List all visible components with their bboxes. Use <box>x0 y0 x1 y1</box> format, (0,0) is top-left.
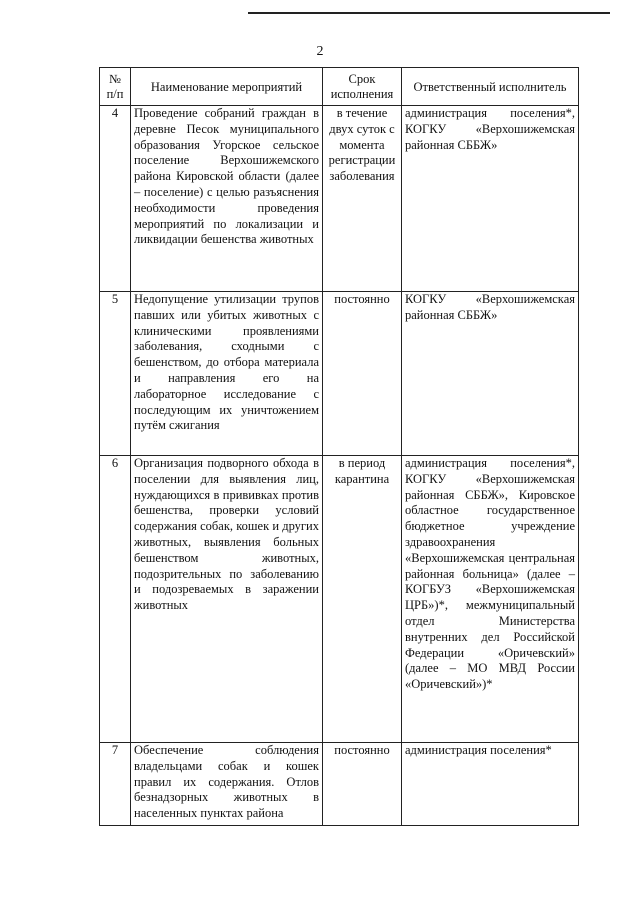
row-name: Обеспечение соблюдения владельцами собак и кошек правил их содержания. Отлов безнадзорных животных в населенных пунктах района <box>131 743 323 826</box>
row-name: Недопущение утилизации трупов павших или убитых животных с клиническими проявлениями заболевания, сходными с бешенством, до отбора материала и направления его на лабораторное исследование с последующим их уничтожением путём сжигания <box>131 292 323 456</box>
header-term: Срок исполнения <box>323 68 402 106</box>
table-row <box>100 743 579 826</box>
row-num: 5 <box>100 292 131 456</box>
table-row <box>100 456 579 743</box>
row-term: постоянно <box>323 743 402 826</box>
row-num: 7 <box>100 743 131 826</box>
row-responsible: администрация поселения*, КОГКУ «Верхошижемская районная СББЖ», Кировское областное государственное бюджетное учреждение здравоохранения «Верхошижемская центральная районная больница» (далее – КОГБУЗ «Верхошижемская ЦРБ»)*, межмуниципальный отдел Министерства внутренних дел Российской Федерации «Оричевский» (далее – МО МВД России «Оричевский»)* <box>402 456 579 743</box>
row-responsible: администрация поселения*, КОГКУ «Верхошижемская районная СББЖ» <box>402 106 579 292</box>
table-row <box>100 106 579 292</box>
row-responsible: администрация поселения* <box>402 743 579 826</box>
page-number: 2 <box>316 44 324 59</box>
table-row <box>100 292 579 456</box>
row-term: постоянно <box>323 292 402 456</box>
top-rule <box>248 12 610 14</box>
measures-table <box>99 67 579 826</box>
row-num: 4 <box>100 106 131 292</box>
row-term: в течение двух суток с момента регистрации заболевания <box>323 106 402 292</box>
row-num: 6 <box>100 456 131 743</box>
row-name: Организация подворного обхода в поселении для выявления лиц, нуждающихся в прививках против бешенства, проверки условий содержания собак, кошек и других животных, выявления больных бешенством животных, подозрительных по заболеванию и подозреваемых в заражении животных <box>131 456 323 743</box>
header-num: № п/п <box>100 68 131 106</box>
table-header-row <box>100 68 579 106</box>
row-name: Проведение собраний граждан в деревне Песок муниципального образования Угорское сельское поселение Верхошижемского района Кировской области (далее – поселение) с целью разъяснения необходимости проведения мероприятий по локализации и ликвидации бешенства животных <box>131 106 323 292</box>
header-name: Наименование мероприятий <box>131 68 323 106</box>
header-responsible: Ответственный исполнитель <box>402 68 579 106</box>
row-term: в период карантина <box>323 456 402 743</box>
row-responsible: КОГКУ «Верхошижемская районная СББЖ» <box>402 292 579 456</box>
